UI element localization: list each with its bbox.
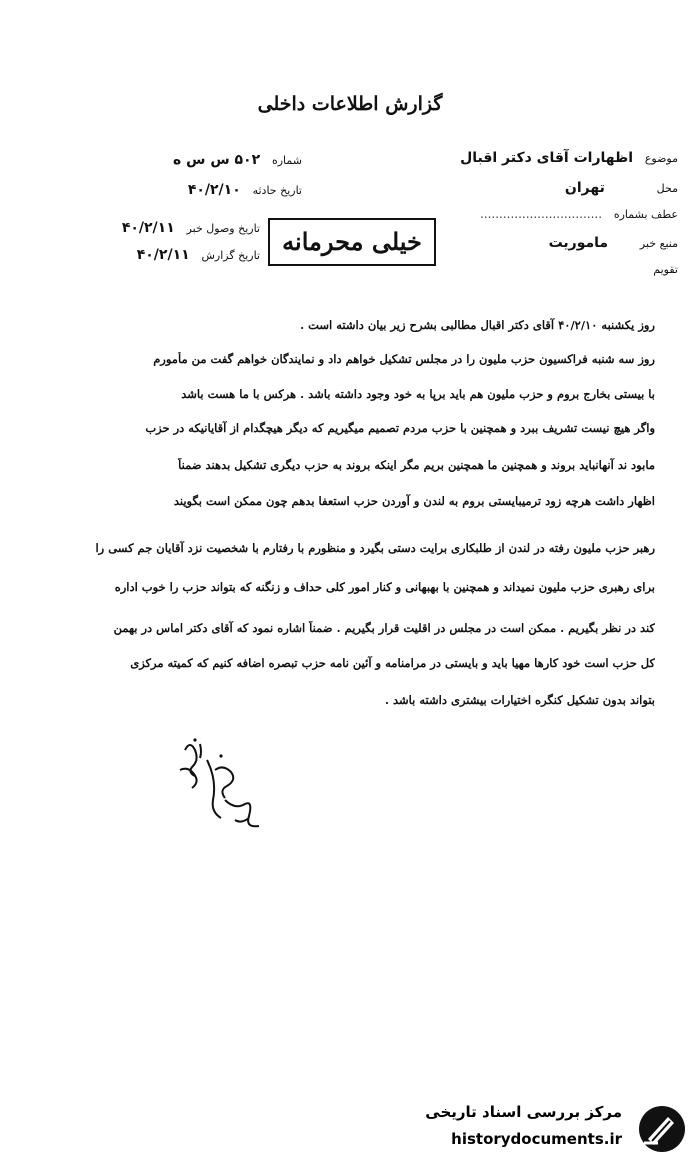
body-line: روز سه شنبه فراکسیون حزب ملیون را در مجلس تشکیل خواهم داد و نمایندگان خواهم گفت من مأمورم — [153, 352, 655, 366]
subject-label: موضوع — [644, 152, 678, 165]
ref-label: عطف بشماره — [613, 208, 678, 221]
place-label: محل — [656, 182, 678, 195]
subject-row — [460, 150, 678, 166]
footer-website: historydocuments.ir — [451, 1130, 622, 1148]
ref-dots: ................................ — [479, 207, 603, 221]
event-date-label: تاریخ حادثه — [252, 184, 302, 197]
evaluation-row — [645, 262, 678, 276]
body-line: با بیستی بخارج بروم و حزب ملیون هم باید برپا به خود وجود داشته باشد . هرکس با ما هست باشد — [181, 387, 655, 401]
number-row — [173, 152, 302, 168]
body-line: واگر هیچ نیست تشریف ببرد و همچنین با حزب مردم تصمیم میگیریم که دیگر هیچگدام از آقایانیکه در حزب — [145, 421, 655, 435]
subject-value: اظهارات آقای دکتر اقبال — [460, 150, 633, 166]
evaluation-label: تقویم — [653, 263, 678, 276]
body-line: روز یکشنبه ۴۰/۲/۱۰ آقای دکتر اقبال مطالبی بشرح زیر بیان داشته است . — [300, 318, 655, 332]
archive-logo-icon — [622, 1103, 692, 1155]
footer-organization: مرکز بررسی اسناد تاریخی — [425, 1103, 622, 1121]
page-title: گزارش اطلاعات داخلی — [257, 93, 443, 115]
event-date-value: ۴۰/۲/۱۰ — [187, 182, 241, 198]
report-date-value: ۴۰/۲/۱۱ — [136, 247, 190, 263]
receipt-date-label: تاریخ وصول خبر — [186, 222, 260, 235]
source-value: ماموریت — [548, 235, 609, 251]
handwritten-signature — [165, 730, 275, 840]
event-date-row — [188, 182, 302, 198]
body-line: رهبر حزب ملیون رفته در لندن از طلبکاری برایت دستی بگیرد و منظورم با رفتارم با شخصیت نزد آقایان جم کسی را — [95, 541, 655, 555]
classification-stamp: خیلی محرمانه — [268, 218, 436, 266]
place-value: تهران — [564, 180, 605, 196]
place-row — [565, 180, 678, 196]
body-line: برای رهبری حزب ملیون نمیداند و همچنین با بهبهانی و کنار امور کلی حداف و زنگنه که بتواند حزب را خوب اداره — [114, 580, 655, 594]
body-line: اظهار داشت هرچه زود ترمیبایستی بروم به لندن و آوردن حزب استعفا بدهم چون ممکن است بگویند — [173, 494, 655, 508]
ref-row — [480, 207, 678, 221]
receipt-date-row — [122, 220, 260, 236]
receipt-date-value: ۴۰/۲/۱۱ — [121, 220, 175, 236]
body-line: بتواند بدون تشکیل کنگره اختیارات بیشتری داشته باشد . — [384, 693, 655, 707]
source-label: منبع خبر — [639, 237, 678, 250]
number-label: شماره — [271, 154, 302, 167]
body-line: کند در نظر بگیریم . ممکن است در مجلس در اقلیت قرار بگیریم . ضمناً اشاره نمود که آقای دکتر اماس در بهمن — [113, 621, 655, 635]
number-value: ۵۰۲ س س ه — [172, 152, 261, 168]
body-line: مابود ند آنهانباید بروند و همچنین ما همچنین بریم مگر اینکه بروند به حزب دیگری تشکیل بدهند ضمناً — [178, 458, 655, 472]
body-line: کل حزب است خود کارها مهیا باید و بایستی در مرامنامه و آئین نامه حزب تبصره اضافه کنیم که کمیته مرکزی — [130, 656, 655, 670]
source-row — [549, 235, 678, 251]
report-date-row — [137, 247, 260, 263]
report-date-label: تاریخ گزارش — [201, 249, 260, 262]
